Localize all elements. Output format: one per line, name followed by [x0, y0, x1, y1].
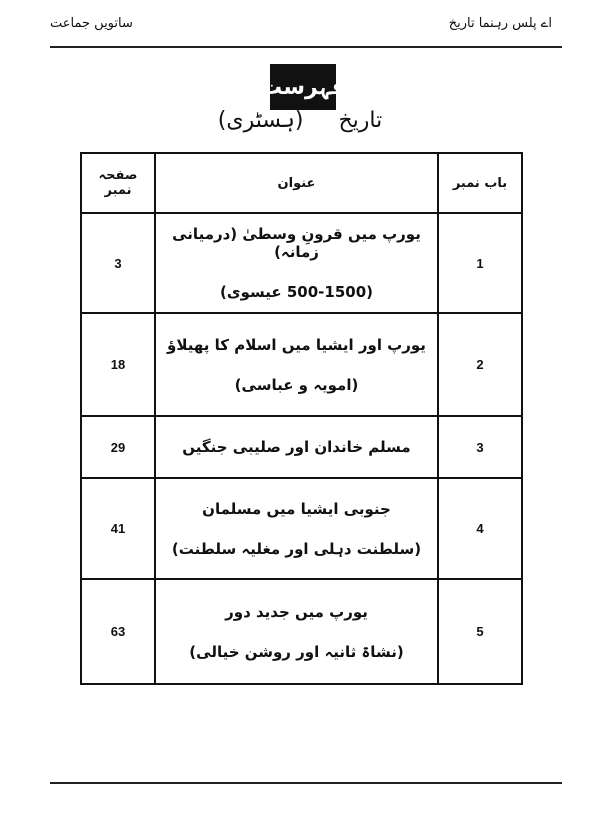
page-heading: فہرست: [270, 64, 336, 110]
table-row: [81, 313, 522, 416]
chapter-title: [155, 213, 438, 313]
table-row: [81, 213, 522, 313]
footer-rule: [50, 782, 562, 784]
table-header: [81, 153, 522, 213]
col-chapter: باب نمبر: [438, 153, 522, 213]
col-title: عنوان: [155, 153, 438, 213]
title-text: جنوبی ایشیا میں مسلمان: [202, 499, 391, 518]
chapter-title: [155, 416, 438, 478]
page-number: 63: [81, 579, 155, 684]
table-row: [81, 579, 522, 684]
book-title: اے پلس رہنما تاریخ: [448, 16, 552, 31]
subject-english: (ہسٹری): [217, 108, 304, 133]
subject-title: [0, 108, 600, 133]
title-text: یورپ میں جدید دور: [225, 602, 368, 621]
chapter-title: [155, 478, 438, 579]
title-text: یورپ اور ایشیا میں اسلام کا پھیلاؤ: [167, 335, 426, 354]
page-number: 29: [81, 416, 155, 478]
chapter-number: 2: [438, 313, 522, 416]
title-text: مسلم خاندان اور صلیبی جنگیں: [182, 438, 411, 456]
chapter-number: 3: [438, 416, 522, 478]
header-rule: [50, 46, 562, 48]
subtitle-text: (امویہ و عباسی): [234, 375, 359, 394]
title-text: یورپ میں قرونِ وسطیٰ (درمیانی زمانہ): [172, 225, 421, 261]
table-row: [81, 478, 522, 579]
subtitle-text: (سلطنت دہلی اور مغلیہ سلطنت): [171, 539, 422, 558]
chapter-title: [155, 313, 438, 416]
page-number: 3: [81, 213, 155, 313]
chapter-number: 5: [438, 579, 522, 684]
table-row: [81, 416, 522, 478]
subtitle-text: (500-1500 عیسوی): [219, 283, 374, 301]
chapter-number: 4: [438, 478, 522, 579]
page-number: 18: [81, 313, 155, 416]
contents-table: [80, 152, 523, 685]
class-label: ساتویں جماعت: [50, 16, 133, 31]
page-number: 41: [81, 478, 155, 579]
chapter-number: 1: [438, 213, 522, 313]
col-page: صفحہ نمبر: [81, 153, 155, 213]
subtitle-text: (نشاۃ ثانیہ اور روشن خیالی): [189, 642, 404, 661]
chapter-title: [155, 579, 438, 684]
subject-name: تاریخ: [338, 108, 383, 133]
